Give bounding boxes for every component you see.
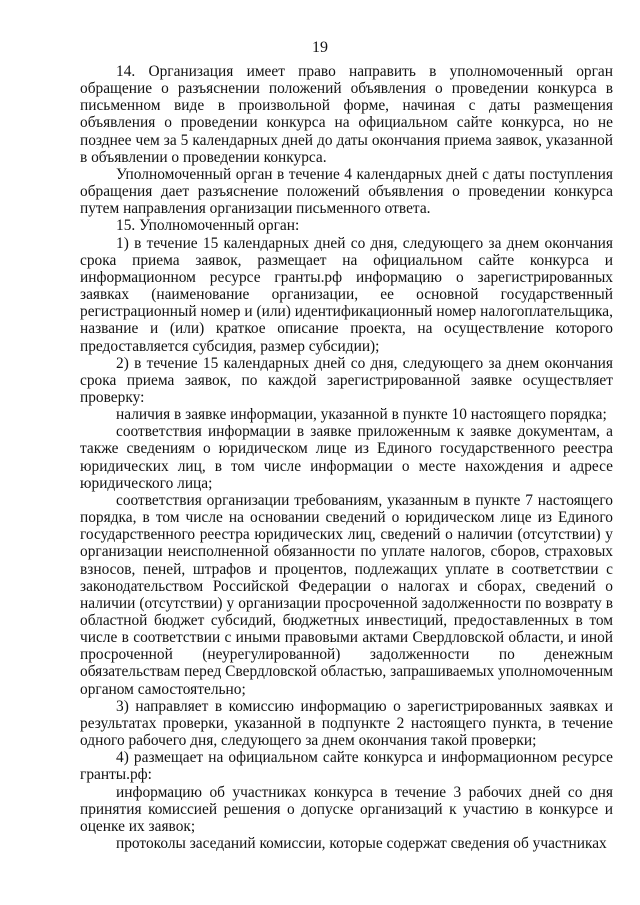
paragraph-clarification-response: Уполномоченный орган в течение 4 календарных дней с даты поступления обращения дает разъяснение положений объявления о проведении конкурса путем направления организации письменного ответа. [80,165,613,218]
paragraph-item-2: 2) в течение 15 календарных дней со дня, следующего за днем окончания срока приема заявок, по каждой зарегистрированной заявке осуществляет проверку: [80,354,613,406]
paragraph-clause-15-heading: 15. Уполномоченный орган: [116,217,300,235]
paragraph-check-info-consistency: соответствия информации в заявке приложенным к заявке документам, а также сведениям о юридическом лице из Единого государственного реестра юридических лиц, в том числе информации о месте нахождения и адресе юридического лица; [80,423,613,492]
paragraph-clause-14: 14. Организация имеет право направить в уполномоченный орган обращение о разъяснении положений объявления о проведении конкурса в письменном виде в произвольной форме, начиная с даты размещения объявления о проведении конкурса на официальном сайте конкурса, но не позднее чем за 5 календарных дней до даты окончания приема заявок, указанной в объявлении о проведении конкурса. [80,63,613,166]
paragraph-item-1: 1) в течение 15 календарных дней со дня, следующего за днем окончания срока приема заявок, размещает на официальном сайте конкурса и информационном ресурсе гранты.рф информацию о зарегистрированных заявках (наименование организации, ее основной государственный регистрационный номер и (или) идентификационный номер налогоплательщика, название и (или) краткое описание проекта, на осуществление которого предоставляется субсидия, размер субсидии); [80,234,613,355]
paragraph-commission-protocols: протоколы заседаний комиссии, которые содержат сведения об участниках [116,835,607,853]
page-number: 19 [312,39,328,56]
paragraph-item-3: 3) направляет в комиссию информацию о зарегистрированных заявках и результатах проверки, указанной в подпункте 2 настоящего пункта, в течение одного рабочего дня, следующего за днем окончания такой проверки; [80,697,613,750]
paragraph-item-4: 4) размещает на официальном сайте конкурса и информационном ресурсе гранты.рф: [80,749,613,784]
document-body [80,63,613,852]
paragraph-participants-info: информацию об участниках конкурса в течение 3 рабочих дней со дня принятия комиссией решения о допуске организаций к участию в конкурсе и оценке их заявок; [80,783,613,835]
paragraph-check-organization-requirements: соответствия организации требованиям, указанным в пункте 7 настоящего порядка, в том числе на основании сведений о юридическом лице из Единого государственного реестра юридических лиц, сведений о наличии (отсутствии) у организации неисполненной обязанности по уплате налогов, сборов, страховых взносов, пеней, штрафов и процентов, подлежащих уплате в соответствии с законодательством Российской Федерации о налогах и сборах, сведений о наличии (отсутствии) у организации просроченной задолженности по возврату в областной бюджет субсидий, бюджетных инвестиций, предоставленных в том числе в соответствии с иными правовыми актами Свердловской области, и иной просроченной (неурегулированной) задолженности по денежным обязательствам перед Свердловской областью, запрашиваемых уполномоченным органом самостоятельно; [80,491,613,698]
paragraph-check-info-presence: наличия в заявке информации, указанной в пункте 10 настоящего порядка; [116,406,607,424]
